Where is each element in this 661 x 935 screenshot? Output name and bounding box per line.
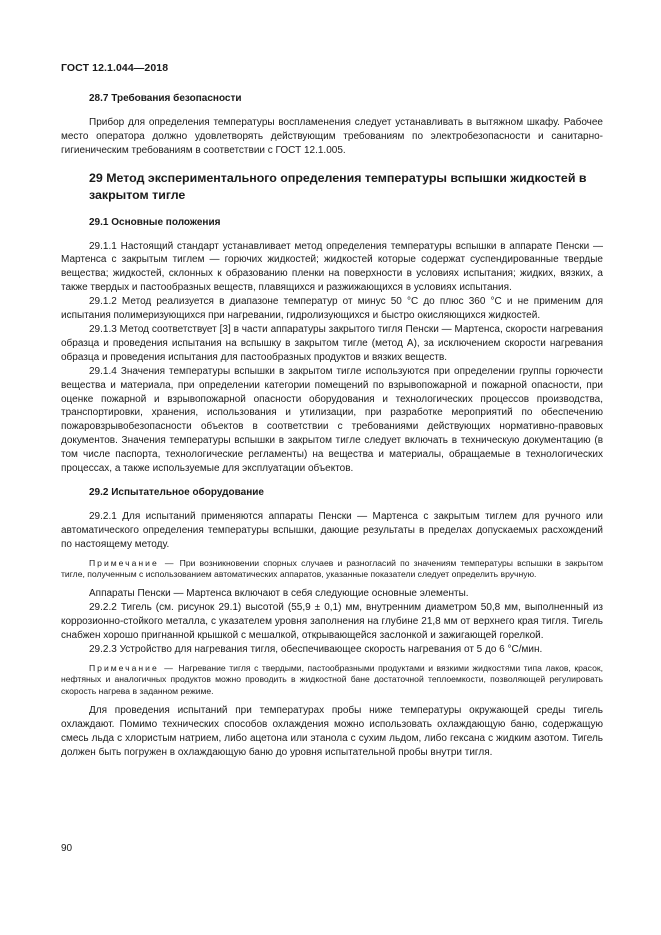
paragraph: 29.2.3 Устройство для нагревания тигля, обеспечивающее скорость нагревания от 5 до 6 °С/мин. <box>89 643 543 655</box>
paragraph: 29.1.4 Значения температуры вспышки в закрытом тигле используются при определении группы горючести вещества и материала, при определении категории помещений по взрывопожарной и пожарной опасности, при оценке пожарной и взрывопожарной опасности оборудования и технологических процессов производства, транспортировки, хранения, использования и утилизации, при разработке мероприятий по обеспечению пожаровзрывобезопасности объектов в соответствии с требованиями действующих нормативно-правовых документов. Значения температуры вспышки в закрытом тигле следует включать в техническую документацию (в том числе паспорта, технологические регламенты) на вещества и материалы, обращаемые в технологических процессах, а также используемые для эксплуатации объектов. <box>61 365 603 475</box>
page-number: 90 <box>61 843 73 854</box>
paragraph: Для проведения испытаний при температурах пробы ниже температуры окружающей среды тигель охлаждают. Помимо технических способов охлаждения можно использовать охлаждающую баню, содержащую смесь льда с хлористым натрием, либо ацетона или этанола с сухим льдом, либо гексана с жидким азотом. Тигель должен быть погружен в охлаждающую баню до уровня испытательной пробы внутри тигля. <box>61 705 603 758</box>
paragraph: 29.1.1 Настоящий стандарт устанавливает метод определения температуры вспышки в аппарате Пенски — Мартенса с закрытым тиглем — горючих жидкостей; жидкостей которые содержат суспендированные твердые вещества; жидкостей, склонных к образованию пленки на поверхности в условиях испытания; жидких, вязких, а также твердых и пастообразных веществ, плавящихся и разжижающихся в условиях испытания. <box>61 240 603 294</box>
note <box>61 558 603 582</box>
section-heading-29: 29 Метод экспериментального определения температуры вспышки жидкостей в закрытом тигле <box>89 170 587 202</box>
section-heading-28-7: 28.7 Требования безопасности <box>89 93 242 104</box>
section-heading-29-2: 29.2 Испытательное оборудование <box>89 486 264 498</box>
document-body <box>61 92 603 760</box>
section-heading-29-1: 29.1 Основные положения <box>89 216 221 228</box>
note-text: Нагревание тигля с твердыми, пастообразными продуктами и вязкими жидкостями типа лаков, красок, нефтяных и аналогичных продуктов можно проводить в жидкостной бане достаточной теплоемкости, позволяющей регулировать скорость нагрева в заданном режиме. <box>61 662 603 697</box>
paragraph: Аппараты Пенски — Мартенса включают в себя следующие основные элементы. <box>89 588 469 600</box>
note-text: При возникновении спорных случаев и разногласий по значениям температуры вспышки в закрытом тигле, полученным с использованием автоматических аппаратов, указанные показатели следует определить вручную. <box>61 557 603 580</box>
paragraph: 29.1.3 Метод соответствует [3] в части аппаратуры закрытого тигля Пенски — Мартенса, скорости нагревания образца и проведения испытания на вспышку в закрытом тигле (метод А), за исключением скорости нагревания образца и проведения испытания для пастообразных продуктов и вязких веществ. <box>61 323 603 363</box>
note <box>61 663 603 698</box>
note-label: Примечание — <box>89 557 176 568</box>
note-label: Примечание — <box>89 662 175 673</box>
paragraph: 29.2.1 Для испытаний применяются аппараты Пенски — Мартенса с закрытым тиглем для ручного или автоматического определения температуры вспышки, дающие результаты в пределах допускаемых расхождений по настоящему методу. <box>61 510 603 550</box>
paragraph: 29.1.2 Метод реализуется в диапазоне температур от минус 50 °С до плюс 360 °С и не применим для испытания полимеризующихся при нагревании, гидролизующихся и быстро окисляющихся жидкостей. <box>61 296 603 322</box>
paragraph: Прибор для определения температуры воспламенения следует устанавливать в вытяжном шкафу. Рабочее место оператора должно удовлетворять действующим требованиям по электробезопасности и санитарно-гигиеническим требованиям в соответствии с ГОСТ 12.1.005. <box>61 116 603 156</box>
paragraph: 29.2.2 Тигель (см. рисунок 29.1) высотой (55,9 ± 0,1) мм, внутренним диаметром 50,8 мм, выполненный из коррозионно-стойкого металла, с указателем уровня заполнения на глубине 21,8 мм от верхнего края тигля. Тигель снабжен хорошо пригнанной крышкой с мешалкой, открывающейся заслонкой и зажигающей горелкой. <box>61 602 603 641</box>
standard-header: ГОСТ 12.1.044—2018 <box>61 62 169 74</box>
